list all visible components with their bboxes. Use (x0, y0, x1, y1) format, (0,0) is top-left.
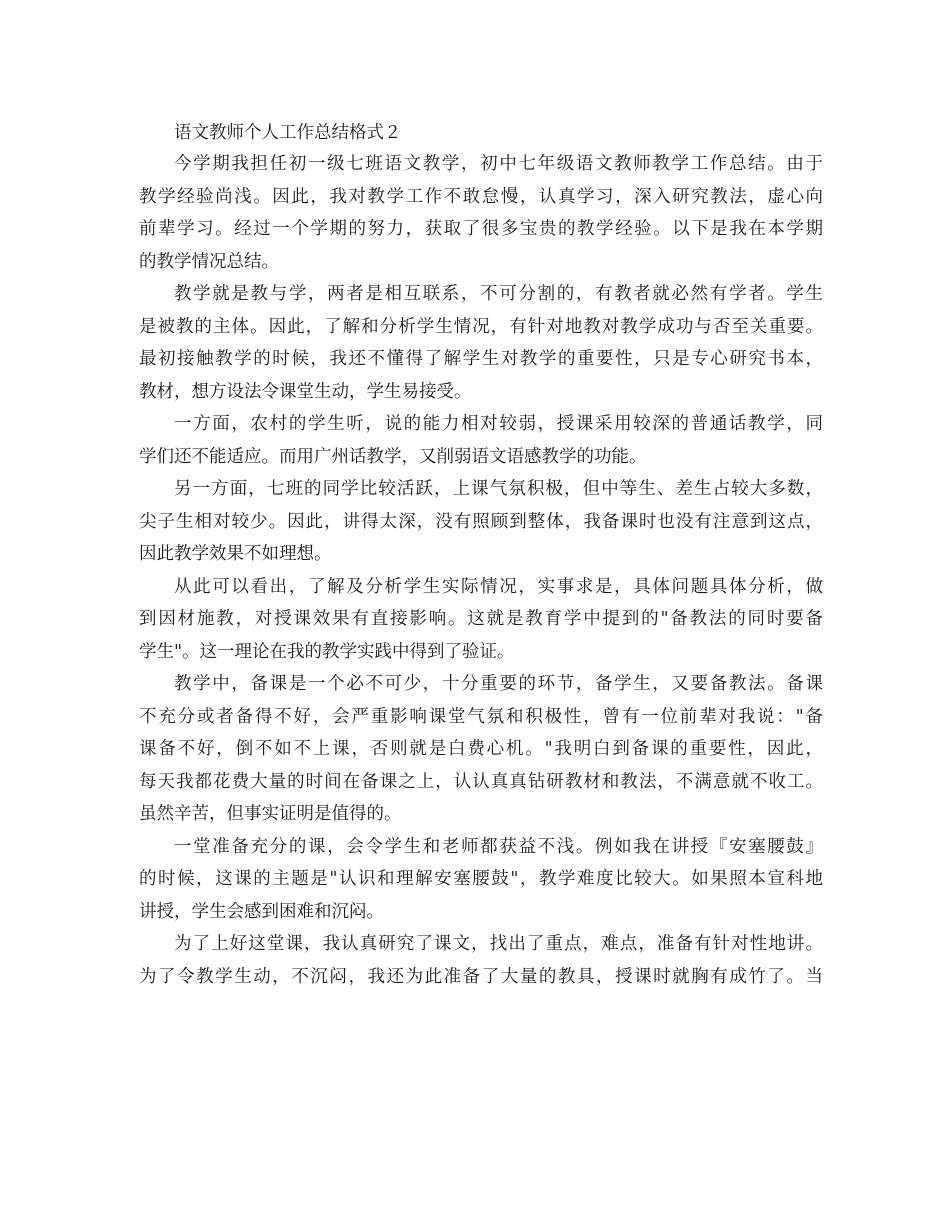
text-line: 因此教学效果不如理想。 (139, 544, 332, 564)
text-line: 教学中，备课是一个必不可少，十分重要的环节，备学生，又要备教法。备课 (174, 674, 823, 694)
text-line: 不充分或者备得不好，会严重影响课堂气氛和积极性，曾有一位前辈对我说："备 (139, 706, 823, 727)
text-line: 前辈学习。经过一个学期的努力，获取了很多宝贵的教学经验。以下是我在本学期 (139, 219, 823, 239)
text-line: 是被教的主体。因此，了解和分析学生情况，有针对地教对教学成功与否至关重要。 (139, 316, 823, 337)
text-line: 最初接触教学的时候，我还不懂得了解学生对教学的重要性，只是专心研究书本， (139, 349, 823, 369)
paragraph-3 (139, 408, 823, 473)
text-line: 为了令教学生动，不沉闷，我还为此准备了大量的教具，授课时就胸有成竹了。当 (139, 966, 823, 987)
paragraph-8 (139, 928, 823, 993)
text-line: 另一方面，七班的同学比较活跃，上课气氛积极，但中等生、差生占较大多数， (174, 479, 823, 499)
text-line: 虽然辛苦，但事实证明是值得的。 (139, 804, 402, 824)
text-line: 教学经验尚浅。因此，我对教学工作不敢怠慢，认真学习，深入研究教法，虚心向 (139, 186, 823, 207)
text-line: 从此可以看出，了解及分析学生实际情况，实事求是，具体问题具体分析，做 (174, 576, 823, 597)
paragraph-4 (139, 473, 823, 571)
text-line: 学们还不能适应。而用广州话教学，又削弱语文语感教学的功能。 (139, 446, 647, 467)
text-line: 教材，想方设法令课堂生动，学生易接受。 (139, 381, 472, 402)
text-line: 教学就是教与学，两者是相互联系，不可分割的，有教者就必然有学者。学生 (174, 284, 823, 304)
text-line: 到因材施教，对授课效果有直接影响。这就是教育学中提到的"备教法的同时要备 (139, 609, 823, 629)
text-line: 一堂准备充分的课，会令学生和老师都获益不浅。例如我在讲授『安塞腰鼓』 (174, 836, 823, 857)
document-title: 语文教师个人工作总结格式２ (174, 123, 402, 143)
paragraph-2 (139, 278, 823, 408)
text-line: 讲授，学生会感到困难和沉闷。 (139, 901, 384, 922)
text-line: 尖子生相对较少。因此，讲得太深，没有照顾到整体，我备课时也没有注意到这点， (139, 511, 823, 532)
document-body (139, 118, 823, 993)
text-line: 每天我都花费大量的时间在备课之上，认认真真钻研教材和教法，不满意就不收工。 (139, 771, 823, 792)
text-line: 的时候，这课的主题是"认识和理解安塞腰鼓"，教学难度比较大。如果照本宣科地 (139, 869, 823, 889)
text-line: 今学期我担任初一级七班语文教学，初中七年级语文教师教学工作总结。由于 (174, 154, 823, 174)
paragraph-1 (139, 148, 823, 278)
paragraph-7 (139, 831, 823, 929)
text-line: 学生"。这一理论在我的教学实践中得到了验证。 (139, 641, 515, 662)
text-line: 为了上好这堂课，我认真研究了课文，找出了重点，难点，准备有针对性地讲。 (174, 934, 823, 954)
paragraph-6 (139, 668, 823, 831)
text-line: 课备不好，倒不如不上课，否则就是白费心机。"我明白到备课的重要性，因此， (139, 739, 823, 759)
paragraph-5 (139, 571, 823, 669)
text-line: 一方面，农村的学生听，说的能力相对较弱，授课采用较深的普通话教学，同 (174, 414, 823, 434)
text-line: 的教学情况总结。 (139, 251, 279, 272)
